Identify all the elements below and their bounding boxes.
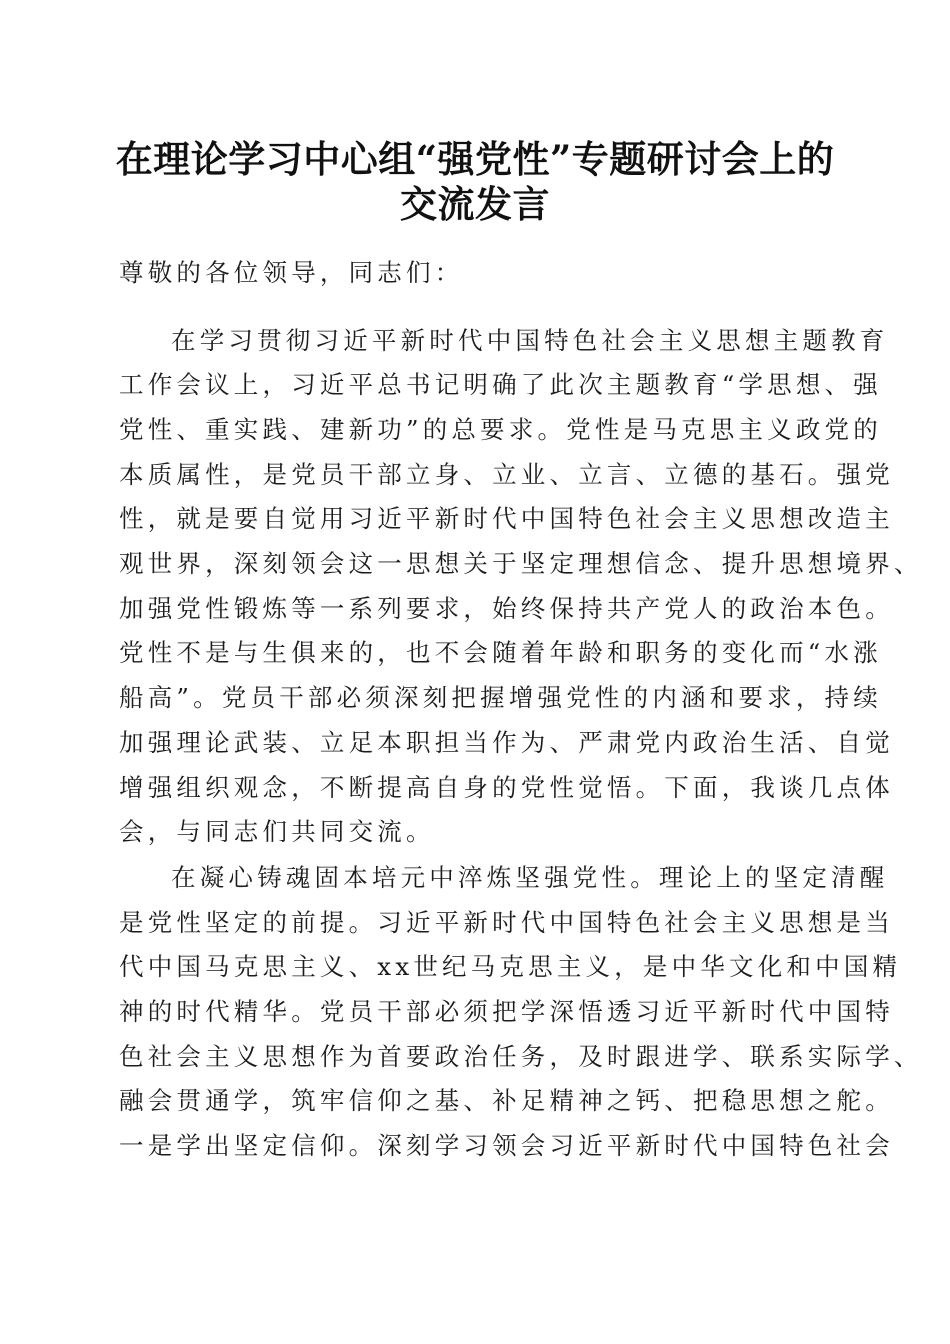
body-line: 性，就是要自觉用习近平新时代中国特色社会主义思想改造主	[119, 504, 894, 533]
body-line: 代中国马克思主义、xx世纪马克思主义，是中华文化和中国精	[119, 952, 902, 981]
salutation: 尊敬的各位领导，同志们：	[119, 258, 464, 287]
body-line: 加强理论武装、立足本职担当作为、严肃党内政治生活、自觉	[119, 728, 894, 757]
document-title-line-1: 在理论学习中心组“强党性”专题研讨会上的	[115, 137, 835, 181]
body-line: 是党性坚定的前提。习近平新时代中国特色社会主义思想是当	[119, 908, 894, 937]
body-line: 本质属性，是党员干部立身、立业、立言、立德的基石。强党	[119, 460, 894, 489]
body-line: 融会贯通学，筑牢信仰之基、补足精神之钙、把稳思想之舵。	[119, 1086, 894, 1115]
body-line: 工作会议上，习近平总书记明确了此次主题教育“学思想、强	[119, 370, 882, 399]
body-line: 会，与同志们共同交流。	[119, 817, 435, 846]
body-line: 党性不是与生俱来的，也不会随着年龄和职务的变化而“水涨	[119, 638, 882, 667]
body-line: 增强组织观念，不断提高自身的党性觉悟。下面，我谈几点体	[119, 773, 894, 802]
body-line: 加强党性锻炼等一系列要求，始终保持共产党人的政治本色。	[119, 594, 894, 623]
body-line: 船高”。党员干部必须深刻把握增强党性的内涵和要求，持续	[119, 683, 882, 712]
body-line: 神的时代精华。党员干部必须把学深悟透习近平新时代中国特	[119, 997, 894, 1026]
document-title-line-2: 交流发言	[400, 182, 550, 226]
body-line: 观世界，深刻领会这一思想关于坚定理想信念、提升思想境界、	[119, 549, 923, 578]
body-line: 在学习贯彻习近平新时代中国特色社会主义思想主题教育	[171, 326, 889, 355]
body-line: 一是学出坚定信仰。深刻学习领会习近平新时代中国特色社会	[119, 1131, 894, 1160]
body-line: 色社会主义思想作为首要政治任务，及时跟进学、联系实际学、	[119, 1042, 923, 1071]
body-line: 党性、重实践、建新功”的总要求。党性是马克思主义政党的	[119, 415, 882, 444]
body-line: 在凝心铸魂固本培元中淬炼坚强党性。理论上的坚定清醒	[171, 863, 889, 892]
